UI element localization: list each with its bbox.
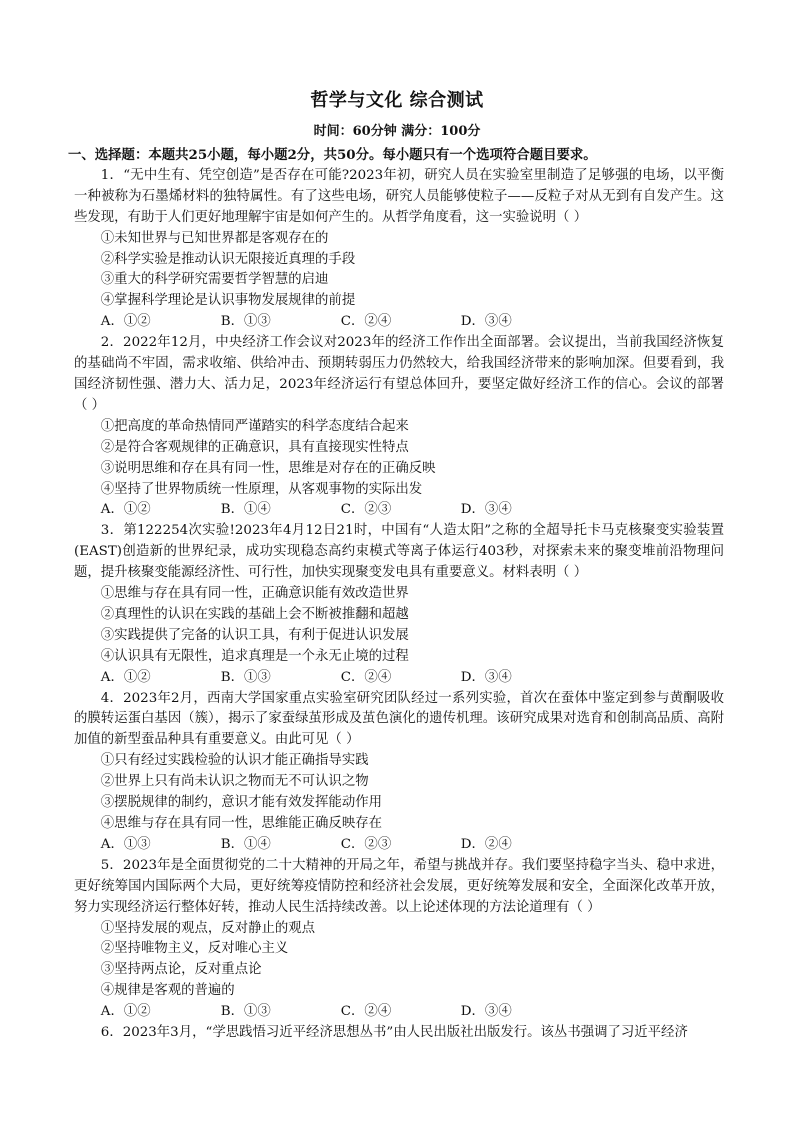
- answer-choice: D．③④: [460, 314, 512, 330]
- page-title: 哲学与文化 综合测试: [310, 90, 484, 111]
- answer-choice: B．①③: [220, 1004, 271, 1020]
- answer-choice: C．②④: [340, 1004, 392, 1020]
- answer-choices: [74, 312, 724, 333]
- question-5: [74, 856, 724, 1023]
- answer-choice: A．①②: [100, 502, 151, 518]
- question-4: [74, 689, 724, 856]
- answer-choice: D．②④: [460, 836, 512, 852]
- statement-option: ④掌握科学理论是认识事物发展规律的前提: [100, 293, 356, 309]
- answer-choices: [74, 835, 724, 856]
- answer-choice: C．②④: [340, 314, 392, 330]
- answer-choice: A．①②: [100, 314, 151, 330]
- question-stem: 4．2023年2月，西南大学国家重点实验室研究团队经过一系列实验，首次在蚕体中鉴定到参与黄酮吸收的膜转运蛋白基因（簇），揭示了家蚕绿茧形成及茧色演化的遗传机理。该研究成果对选育和创制高品质、高附加值的新型蚕品种具有重要意义。由此可见（ ）: [74, 690, 724, 748]
- answer-choice: B．①③: [220, 314, 271, 330]
- answer-choice: C．②④: [340, 669, 392, 685]
- statement-option: ②是符合客观规律的正确意识，具有直接现实性特点: [100, 439, 409, 455]
- question-stem: 1．“无中生有、凭空创造”是否存在可能?2023年初，研究人员在实验室里制造了足够强的电场，以平衡一种被称为石墨烯材料的独特属性。有了这些电场，研究人员能够使粒子——反粒子对从无到有自发产生。这些发现，有助于人们更好地理解宇宙是如何产生的。从哲学角度看，这一实验说明（ ）: [74, 167, 724, 225]
- answer-choice: D．③④: [460, 502, 512, 518]
- statement-option: ②真理性的认识在实践的基础上会不断被推翻和超越: [100, 606, 409, 622]
- statement-option: ③实践提供了完备的认识工具，有利于促进认识发展: [100, 627, 409, 643]
- answer-choice: B．①④: [220, 836, 271, 852]
- answer-choices: [74, 1002, 724, 1023]
- question-6: [74, 1023, 724, 1044]
- statement-option: ①坚持发展的观点，反对静止的观点: [100, 920, 316, 936]
- question-stem: 3．第122254次实验!2023年4月12日21时，中国有“人造太阳”之称的全超导托卡马克核聚变实验装置(EAST)创造新的世界纪录，成功实现稳态高约束模式等离子体运行403秒，对探索未来的聚变堆前沿物理问题，提升核聚变能源经济性、可行性，加快实现聚变发电具有重要意义。材料表明（ ）: [74, 523, 724, 581]
- statement-option: ②世界上只有尚未认识之物而无不可认识之物: [100, 774, 369, 790]
- answer-choice: A．①③: [100, 836, 151, 852]
- statement-option: ③重大的科学研究需要哲学智慧的启迪: [100, 272, 329, 288]
- answer-choice: D．③④: [460, 669, 512, 685]
- answer-choice: A．①②: [100, 669, 151, 685]
- statement-option: ④认识具有无限性，追求真理是一个永无止境的过程: [100, 648, 409, 664]
- answer-choices: [74, 668, 724, 689]
- statement-option: ④思维与存在具有同一性，思维能正确反映存在: [100, 816, 382, 831]
- statement-option: ①把高度的革命热情同严谨踏实的科学态度结合起来: [100, 418, 409, 434]
- answer-choice: D．③④: [460, 1004, 512, 1020]
- question-2: [74, 333, 724, 521]
- statement-option: ④坚持了世界物质统一性原理，从客观事物的实际出发: [100, 481, 423, 497]
- answer-choice: C．②③: [340, 502, 392, 518]
- statement-option: ①思维与存在具有同一性，正确意识能有效改造世界: [100, 586, 409, 602]
- statement-option: ①未知世界与已知世界都是客观存在的: [100, 230, 329, 246]
- statement-option: ③坚持两点论，反对重点论: [100, 962, 262, 978]
- question-1: [74, 166, 724, 333]
- answer-choice: C．②③: [340, 836, 392, 852]
- question-list: [74, 166, 724, 1044]
- statement-option: ②坚持唯物主义，反对唯心主义: [100, 941, 289, 957]
- question-stem: 5．2023年是全面贯彻党的二十大精神的开局之年，希望与挑战并存。我们要坚持稳字当头、稳中求进，更好统筹国内国际两个大局，更好统筹疫情防控和经济社会发展，更好统筹发展和安全，全面深化改革开放，努力实现经济运行整体好转，推动人民生活持续改善。以上论述体现的方法论道理有（ ）: [74, 857, 724, 915]
- answer-choice: B．①③: [220, 669, 271, 685]
- answer-choice: A．①②: [100, 1004, 151, 1020]
- exam-meta: 时间：60分钟 满分：100分: [313, 124, 481, 139]
- question-3: [74, 521, 724, 688]
- question-stem: 6．2023年3月，“学思践悟习近平经济思想丛书”由人民出版社出版发行。该丛书强调了习近平经济: [100, 1025, 688, 1041]
- question-stem: 2．2022年12月，中央经济工作会议对2023年的经济工作作出全面部署。会议提出，当前我国经济恢复的基础尚不牢固，需求收缩、供给冲击、预期转弱压力仍然较大，给我国经济带来的影响加深。但要看到，我国经济韧性强、潜力大、活力足，2023年经济运行有望总体回升，要坚定做好经济工作的信心。会议的部署（ ）: [74, 335, 724, 413]
- answer-choice: B．①④: [220, 502, 271, 518]
- statement-option: ③摆脱规律的制约，意识才能有效发挥能动作用: [100, 795, 382, 811]
- statement-option: ①只有经过实践检验的认识才能正确指导实践: [100, 753, 369, 769]
- statement-option: ④规律是客观的普遍的: [100, 983, 235, 999]
- answer-choices: [74, 500, 724, 521]
- section-heading: 一、选择题：本题共25小题，每小题2分，共50分。每小题只有一个选项符合题目要求。: [68, 147, 597, 163]
- statement-option: ②科学实验是推动认识无限接近真理的手段: [100, 251, 356, 267]
- exam-content: [68, 145, 724, 1044]
- statement-option: ③说明思维和存在具有同一性，思维是对存在的正确反映: [100, 460, 436, 476]
